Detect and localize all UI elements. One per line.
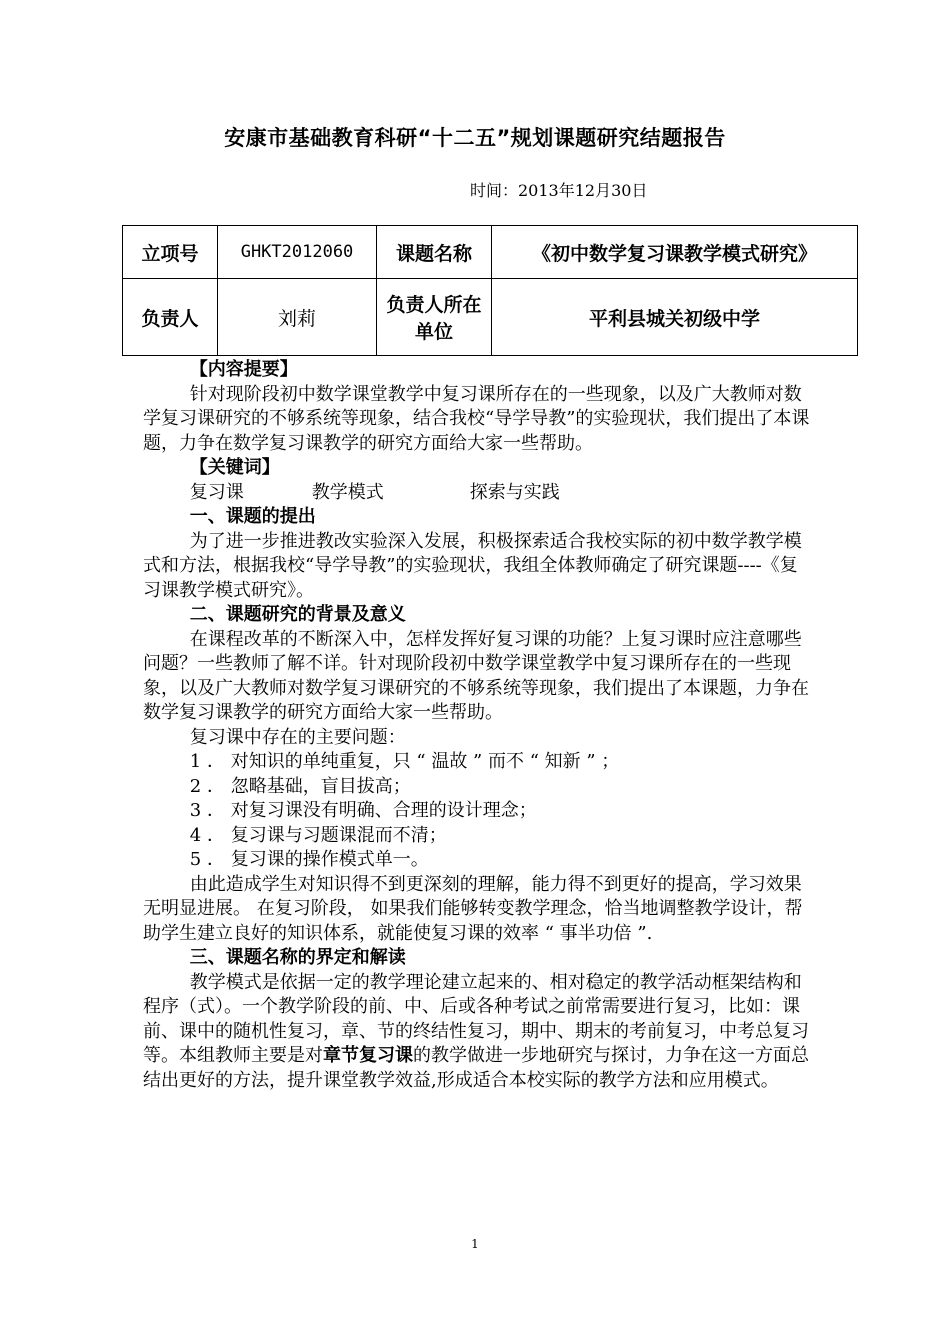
list-item: 2 ． 忽略基础，盲目拔高； bbox=[189, 775, 411, 797]
list-item: 5 ． 复习课的操作模式单一。 bbox=[189, 849, 429, 870]
topic-value: 《初中数学复习课教学模式研究》 bbox=[492, 226, 858, 279]
keyword: 探索与实践 bbox=[469, 481, 560, 503]
list-item: 3 ． 对复习课没有明确、合理的设计理念； bbox=[189, 800, 537, 821]
section3-heading: 三、课题名称的界定和解读 bbox=[189, 947, 406, 968]
section3-emphasis: 章节复习课 bbox=[323, 1045, 413, 1066]
leader-label: 负责人 bbox=[123, 279, 218, 356]
problems-intro: 复习课中存在的主要问题： bbox=[189, 726, 406, 748]
list-item: 1 ． 对知识的单纯重复，只 “ 温故 ” 而不 “ 知新 ” ； bbox=[189, 751, 620, 772]
section3-text-before: 教学模式是依据一定的教学理论建立起来的、相对稳定的教学活动框架结构和程序（式）。一个教学阶段的前、中、后或各种考试之前常需要进行复习，比如：课前、课中的随机性复习，章、节的终结性复习，期中、期末的考前复习，中考总复习等。本组教师主要是对 bbox=[143, 971, 809, 1066]
project-info-table bbox=[122, 225, 858, 356]
keywords-list bbox=[143, 481, 813, 506]
unit-label: 负责人所在单位 bbox=[377, 279, 492, 356]
keyword: 复习课 bbox=[189, 481, 244, 503]
section2-conclusion: 由此造成学生对知识得不到更深刻的理解，能力得不到更好的提高，学习效果无明显进展。 在复习阶段， 如果我们能够转变教学理念，恰当地调整教学设计，帮助学生建立良好的知识体系，就能使复习课的效率 “ 事半功倍 ”. bbox=[143, 873, 803, 944]
project-no-label: 立项号 bbox=[123, 226, 218, 279]
list-item: 4 ． 复习课与习题课混而不清； bbox=[189, 824, 447, 846]
project-no-value: GHKT2012060 bbox=[218, 226, 377, 279]
table-row bbox=[123, 226, 858, 279]
abstract-heading: 【内容提要】 bbox=[189, 359, 298, 380]
page-number: 1 bbox=[471, 1237, 479, 1251]
keyword: 教学模式 bbox=[311, 481, 384, 503]
section1-text: 为了进一步推进教改实验深入发展，积极探索适合我校实际的初中数学教学模式和方法，根据我校“导学导教”的实验现状，我组全体教师确定了研究课题----《复习课教学模式研究》。 bbox=[143, 530, 802, 601]
section1-heading: 一、课题的提出 bbox=[189, 506, 316, 527]
section3-text-after: 的教学做进一步地研究与探讨，力争在这一方面总结出更好的方法，提升课堂教学效益,形成适合本校实际的教学方法和应用模式。 bbox=[143, 1045, 809, 1091]
topic-label: 课题名称 bbox=[377, 226, 492, 279]
keywords-heading: 【关键词】 bbox=[189, 457, 280, 478]
report-title: 安康市基础教育科研“十二五”规划课题研究结题报告 bbox=[224, 126, 726, 150]
report-body bbox=[143, 358, 813, 1093]
table-row bbox=[123, 279, 858, 356]
abstract-text: 针对现阶段初中数学课堂教学中复习课所存在的一些现象，以及广大教师对数学复习课研究的不够系统等现象，结合我校“导学导教”的实验现状，我们提出了本课题，力争在数学复习课教学的研究方面给大家一些帮助。 bbox=[143, 383, 810, 454]
leader-value: 刘莉 bbox=[218, 279, 377, 356]
section2-heading: 二、课题研究的背景及意义 bbox=[189, 604, 406, 625]
section3-text bbox=[143, 971, 813, 1094]
report-date: 时间：2013年12月30日 bbox=[470, 181, 648, 200]
unit-value: 平利县城关初级中学 bbox=[492, 279, 858, 356]
section2-text: 在课程改革的不断深入中，怎样发挥好复习课的功能？上复习课时应注意哪些问题？一些教师了解不详。针对现阶段初中数学课堂教学中复习课所存在的一些现象，以及广大教师对数学复习课研究的不够系统等现象，我们提出了本课题，力争在数学复习课教学的研究方面给大家一些帮助。 bbox=[143, 628, 809, 723]
